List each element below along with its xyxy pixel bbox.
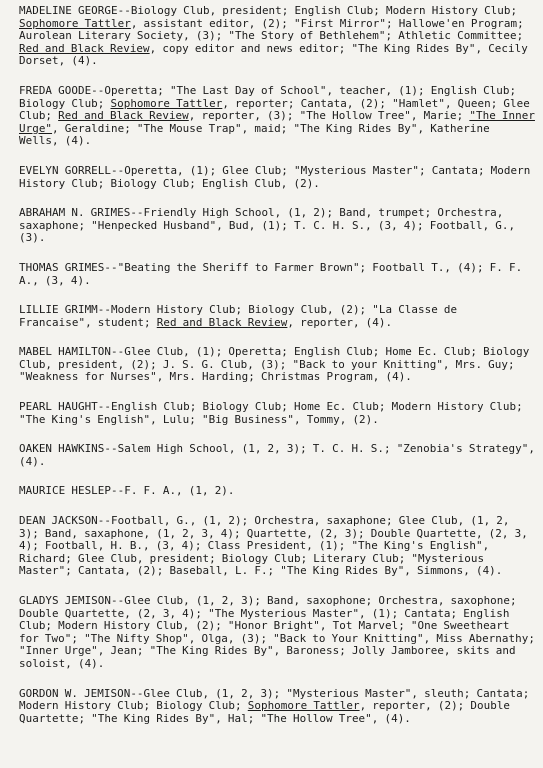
entry-text: LILLIE GRIMM--Modern History Club; Biology Club, (2); "La Classe de Francaise", student; [19, 303, 458, 329]
student-entry [19, 346, 535, 384]
underlined-title: Red and Black Review [19, 41, 150, 55]
entry-text: OAKEN HAWKINS--Salem High School, (1, 2, 3); T. C. H. S.; "Zenobia's Strategy", (4). [19, 442, 535, 468]
student-entry [19, 5, 535, 68]
underlined-title: Sophomore Tattler [247, 699, 360, 713]
student-entry [19, 165, 535, 190]
entry-text: , reporter, (3); "The Hollow Tree", Marie; [188, 109, 470, 123]
entry-text: , assistant editor, (2); "First Mirror"; Hallowe'en Program; Aurolean Literary Society, (3); "The Story of Bethlehem"; Athletic Committee; [19, 16, 524, 43]
student-entry [19, 304, 535, 329]
entry-text: PEARL HAUGHT--English Club; Biology Club; Home Ec. Club; Modern History Club; "The King's English", Lulu; "Big Business", Tommy, (2). [19, 400, 523, 426]
entry-text: MABEL HAMILTON--Glee Club, (1); Operetta; English Club; Home Ec. Club; Biology Club, president, (2); J. S. G. Club, (3); "Back to your Knitting", Mrs. Guy; "Weakness for Nurses", Mrs. Harding; Christmas Program, (4). [19, 345, 530, 384]
student-entry [19, 207, 535, 245]
entry-text: , copy editor and news editor; "The King Rides By", Cecily Dorset, (4). [19, 41, 528, 68]
student-entry [19, 485, 535, 498]
entry-text: , reporter; Cantata, (2); "Hamlet", Queen; Glee Club; [19, 96, 530, 123]
underlined-title: Red and Black Review [156, 315, 288, 329]
entry-text: , reporter, (4). [287, 315, 393, 329]
entry-text: THOMAS GRIMES--"Beating the Sheriff to Farmer Brown"; Football T., (4); F. F. A., (3, 4). [19, 260, 523, 287]
student-entry [19, 262, 535, 287]
entry-text: GORDON W. JEMISON--Glee Club, (1, 2, 3); "Mysterious Master", sleuth; Cantata; Modern History Club; Biology Club; [19, 686, 530, 713]
entry-text: FREDA GOODE--Operetta; "The Last Day of School", teacher, (1); English Club; Biology Club; [19, 83, 517, 110]
student-entry [19, 688, 535, 726]
student-entry [19, 443, 535, 468]
entry-text: ABRAHAM N. GRIMES--Friendly High School, (1, 2); Band, trumpet; Orchestra, saxaphone; "Henpecked Husband", Bud, (1); T. C. H. S., (3, 4); Football, G., (3). [19, 206, 516, 245]
entry-text: GLADYS JEMISON--Glee Club, (1, 2, 3); Band, saxophone; Orchestra, saxophone; Double Quartette, (2, 3, 4); "The Mysterious Master", (1); Cantata; English Club; Modern History Club, (2); "Honor Bright", Tot Marvel; "One Sweetheart for Two"; "The Nifty Shop", Olga, (3); "Back to Your Knitting", Miss Abernathy; "Inner Urge", Jean; "The King Rides By", Baroness; Jolly Jamboree, skits and soloist, (4). [19, 594, 535, 670]
student-entry [19, 401, 535, 426]
underlined-title: "The Inner Urge" [19, 109, 535, 135]
underlined-title: Sophomore Tattler [110, 96, 223, 110]
underlined-title: Sophomore Tattler [19, 16, 131, 30]
entry-text: MADELINE GEORGE--Biology Club, president; English Club; Modern History Club; [19, 4, 518, 17]
entry-text: , Geraldine; "The Mouse Trap", maid; "The King Rides By", Katherine Wells, (4). [19, 121, 490, 148]
entry-text: , reporter, (2); Double Quartette; "The King Rides By", Hal; "The Hollow Tree", (4). [19, 699, 511, 725]
entry-text: DEAN JACKSON--Football, G., (1, 2); Orchestra, saxaphone; Glee Club, (1, 2, 3); Band, saxaphone, (1, 2, 3, 4); Quartette, (2, 3); Double Quartette, (2, 3, 4); Football, H. B., (3, 4); Class President, (1); "The King's English", Richard; Glee Club, president; Biology Club; Literary Club; "Mysterious Master"; Cantata, (2); Baseball, L. F.; "The King Rides By", Simmons, (4). [19, 514, 528, 578]
entry-text: MAURICE HESLEP--F. F. A., (1, 2). [19, 484, 235, 498]
entry-text: EVELYN GORRELL--Operetta, (1); Glee Club; "Mysterious Master"; Cantata; Modern History Club; Biology Club; English Club, (2). [19, 163, 531, 190]
underlined-title: Red and Black Review [58, 109, 189, 123]
student-entry [19, 85, 535, 148]
student-entry [19, 595, 535, 671]
student-entry [19, 515, 535, 578]
